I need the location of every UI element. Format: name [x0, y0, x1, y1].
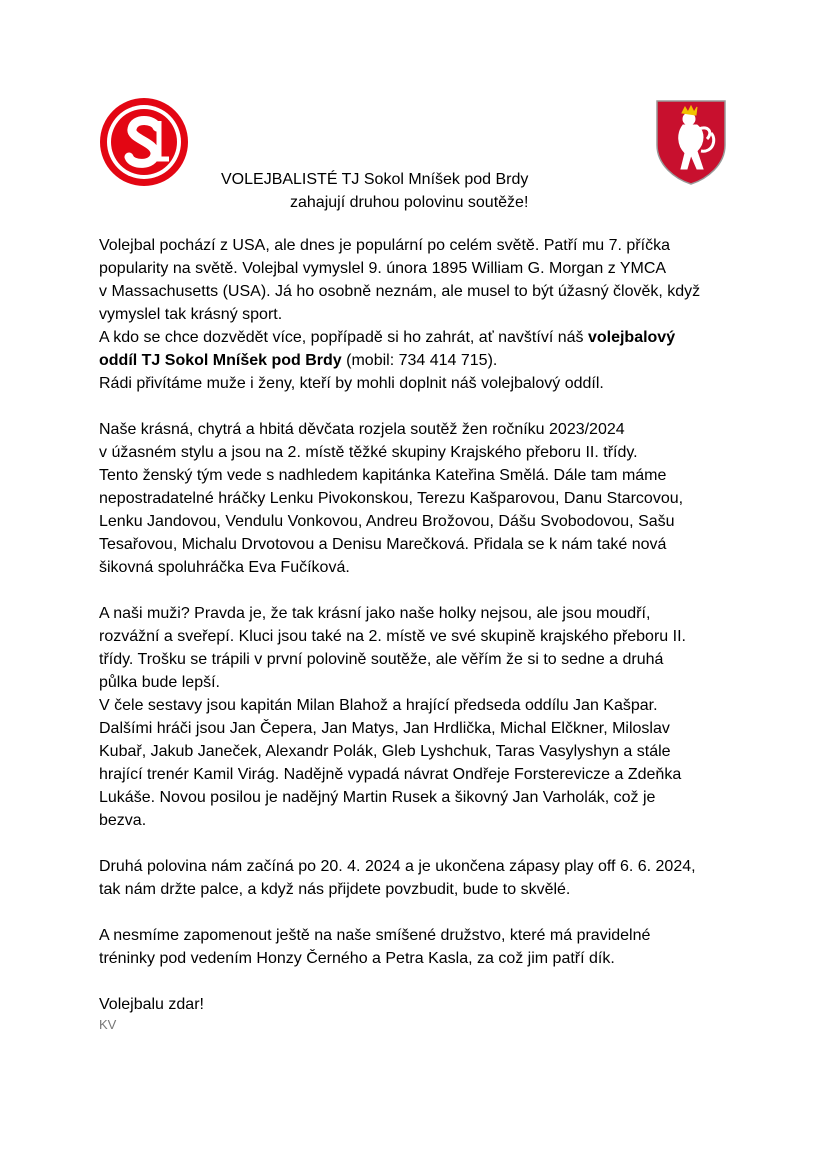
- title-line-1: VOLEJBALISTÉ TJ Sokol Mníšek pod Brdy: [221, 171, 529, 188]
- sokol-logo-icon: [99, 97, 189, 187]
- text-line: [99, 326, 739, 349]
- text-line: Tento ženský tým vede s nadhledem kapitánka Kateřina Smělá. Dále tam máme: [99, 467, 667, 484]
- text-line: Kubař, Jakub Janeček, Alexandr Polák, Gleb Lyshchuk, Taras Vasylyshyn a stále: [99, 743, 671, 760]
- text-line: tak nám držte palce, a když nás přijdete povzbudit, bude to skvělé.: [99, 881, 571, 898]
- text-line: v úžasném stylu a jsou na 2. místě těžké skupiny Krajského přeboru II. třídy.: [99, 444, 638, 461]
- contact-phone: (mobil: 734 414 715).: [341, 352, 498, 369]
- article-body: [99, 234, 739, 1033]
- bold-club-name: volejbalový: [587, 329, 676, 346]
- text-line: Naše krásná, chytrá a hbitá děvčata rozjela soutěž žen ročníku 2023/2024: [99, 421, 625, 438]
- text-line: V čele sestavy jsou kapitán Milan Blahož a hrající předseda oddílu Jan Kašpar.: [99, 697, 658, 714]
- text-line: Druhá polovina nám začíná po 20. 4. 2024 a je ukončena zápasy play off 6. 6. 2024,: [99, 858, 696, 875]
- text-line: A nesmíme zapomenout ještě na naše smíšené družstvo, které má pravidelné: [99, 927, 651, 944]
- text-line: Lenku Jandovou, Vendulu Vonkovou, Andreu Brožovou, Dášu Svobodovou, Sašu: [99, 513, 675, 530]
- text-line: nepostradatelné hráčky Lenku Pivokonskou, Terezu Kašparovou, Danu Starcovou,: [99, 490, 684, 507]
- text-line: Tesařovou, Michalu Drvotovou a Denisu Marečková. Přidala se k nám také nová: [99, 536, 667, 553]
- text-line: půlka bude lepší.: [99, 674, 220, 691]
- text-line: Lukáše. Novou posilou je nadějný Martin Rusek a šikovný Jan Varholák, což je: [99, 789, 656, 806]
- text-line: Rádi přivítáme muže i ženy, kteří by mohli doplnit náš volejbalový oddíl.: [99, 375, 604, 392]
- text-line: bezva.: [99, 812, 147, 829]
- text-line: popularity na světě. Volejbal vymyslel 9. února 1895 William G. Morgan z YMCA: [99, 260, 667, 277]
- czech-lion-crest-icon: [655, 99, 727, 185]
- text-line: [99, 349, 739, 372]
- text-segment: A kdo se chce dozvědět více, popřípadě si ho zahrát, ať navštíví náš: [99, 329, 588, 346]
- closing-line: Volejbalu zdar!: [99, 996, 204, 1013]
- signature: KV: [99, 1017, 117, 1032]
- title-line-2: zahajují druhou polovinu soutěže!: [290, 194, 529, 211]
- text-line: A naši muži? Pravda je, že tak krásní jako naše holky nejsou, ale jsou moudří,: [99, 605, 651, 622]
- text-line: hrající trenér Kamil Virág. Nadějně vypadá návrat Ondřeje Forsterevicze a Zdeňka: [99, 766, 682, 783]
- text-line: třídy. Trošku se trápili v první polovině soutěže, ale věřím že si to sedne a druhá: [99, 651, 664, 668]
- bold-club-name: oddíl TJ Sokol Mníšek pod Brdy: [99, 352, 342, 369]
- text-line: rozvážní a sveřepí. Kluci jsou také na 2. místě ve své skupině krajského přeboru II.: [99, 628, 686, 645]
- text-line: v Massachusetts (USA). Já ho osobně neznám, ale musel to být úžasný člověk, když: [99, 283, 701, 300]
- text-line: Dalšími hráči jsou Jan Čepera, Jan Matys, Jan Hrdlička, Michal Elčkner, Miloslav: [99, 720, 670, 737]
- text-line: šikovná spoluhráčka Eva Fučíková.: [99, 559, 350, 576]
- text-line: Volejbal pochází z USA, ale dnes je populární po celém světě. Patří mu 7. příčka: [99, 237, 670, 254]
- text-line: vymyslel tak krásný sport.: [99, 306, 283, 323]
- text-line: tréninky pod vedením Honzy Černého a Petra Kasla, za což jim patří dík.: [99, 950, 615, 967]
